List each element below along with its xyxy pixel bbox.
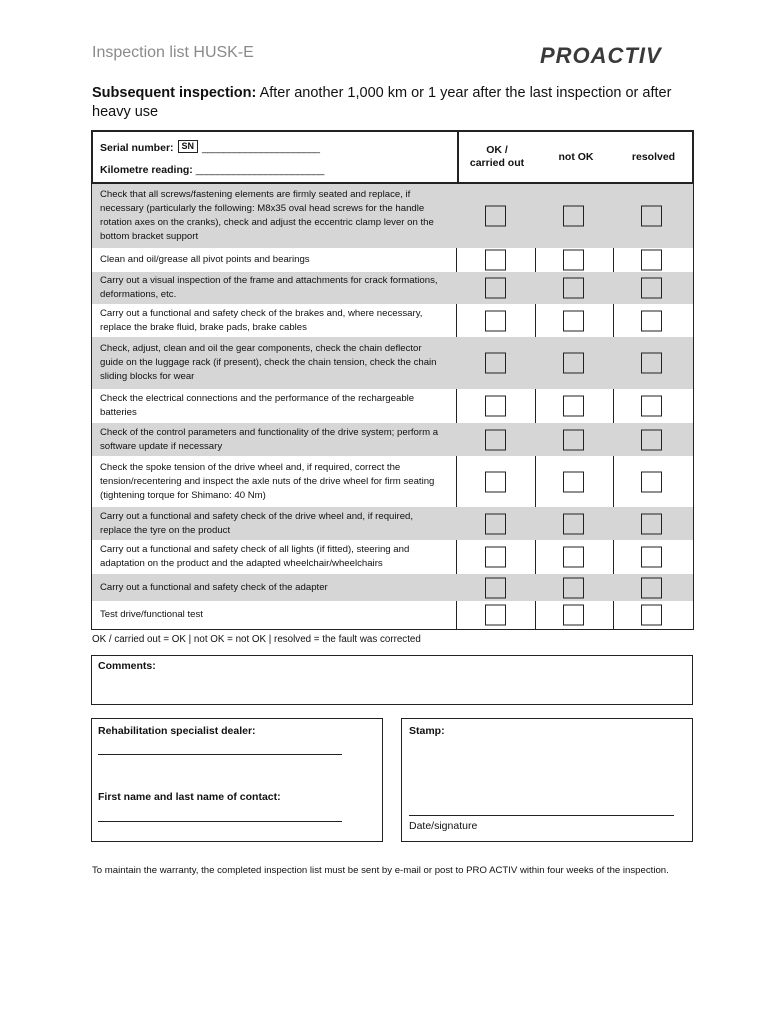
check-item-text: Check the electrical connections and the performance of the rechargeable batteries	[100, 393, 415, 418]
table-row	[92, 389, 693, 423]
check-item-text: Test drive/functional test	[100, 609, 203, 620]
checkbox-ok[interactable]	[485, 278, 506, 299]
checkbox-resolved[interactable]	[641, 396, 662, 417]
km-line	[100, 164, 324, 176]
checkbox-ok[interactable]	[485, 577, 506, 598]
table-row	[92, 184, 693, 248]
inspection-table	[91, 130, 694, 630]
serial-input[interactable]: ______________________	[202, 142, 320, 154]
table-row	[92, 601, 693, 629]
dealer-label: Rehabilitation specialist dealer:	[98, 725, 256, 737]
stamp-box[interactable]	[401, 718, 693, 842]
table-row	[92, 248, 693, 272]
page-title: Inspection list HUSK-E	[92, 44, 254, 61]
svg-text:PROACTIV: PROACTIV	[540, 43, 662, 68]
contact-label: First name and last name of contact:	[98, 791, 281, 803]
table-row	[92, 456, 693, 507]
heading-text: After another 1,000 km or 1 year after the last inspection or after heavy use	[92, 85, 672, 120]
date-signature-label: Date/signature	[409, 820, 478, 832]
comments-label: Comments:	[98, 660, 156, 672]
checkbox-ok[interactable]	[485, 250, 506, 271]
table-row	[92, 574, 693, 601]
table-row	[92, 423, 693, 456]
checkbox-not-ok[interactable]	[563, 278, 584, 299]
table-row	[92, 540, 693, 574]
checkbox-resolved[interactable]	[641, 429, 662, 450]
table-header	[91, 130, 694, 184]
checkbox-not-ok[interactable]	[563, 353, 584, 374]
col-header-ok: OK / carried out	[469, 144, 525, 169]
checkbox-resolved[interactable]	[641, 278, 662, 299]
checkbox-ok[interactable]	[485, 353, 506, 374]
sn-badge: SN	[178, 140, 199, 153]
checkbox-ok[interactable]	[485, 396, 506, 417]
table-row	[92, 304, 693, 337]
col-header-resolved: resolved	[631, 150, 676, 163]
checkbox-not-ok[interactable]	[563, 471, 584, 492]
inspection-heading	[92, 84, 692, 122]
check-item-text: Check that all screws/fastening elements are firmly seated and replace, if necessary (particularly the following: M8x35 oval head screws for the handle rotation axes on the cranks), check and adjust the eccentric clamp lever on the bottom bracket support	[100, 189, 434, 242]
check-item-text: Carry out a functional and safety check of the drive wheel and, if required, replace the tyre on the product	[100, 510, 414, 536]
check-item-text: Clean and oil/grease all pivot points and bearings	[100, 254, 310, 265]
checkbox-not-ok[interactable]	[563, 429, 584, 450]
checkbox-resolved[interactable]	[641, 353, 662, 374]
checkbox-not-ok[interactable]	[563, 605, 584, 626]
serial-line	[100, 140, 320, 154]
checkbox-not-ok[interactable]	[563, 206, 584, 227]
contact-name-field[interactable]	[98, 821, 342, 822]
table-row	[92, 337, 693, 389]
proactiv-logo	[540, 42, 692, 68]
checkbox-resolved[interactable]	[641, 206, 662, 227]
check-item-text: Check of the control parameters and functionality of the drive system; perform a software update if necessary	[100, 426, 439, 452]
check-item-text: Check the spoke tension of the drive wheel and, if required, correct the tension/recentering and inspect the axle nuts of the drive wheel for firm seating (tightening torque for Shimano: 40 Nm)	[100, 461, 435, 501]
checkbox-resolved[interactable]	[641, 605, 662, 626]
checkbox-ok[interactable]	[485, 429, 506, 450]
checkbox-resolved[interactable]	[641, 310, 662, 331]
checkbox-not-ok[interactable]	[563, 250, 584, 271]
checkbox-ok[interactable]	[485, 605, 506, 626]
dealer-name-field[interactable]	[98, 754, 342, 755]
table-row	[92, 272, 693, 304]
km-input[interactable]: ________________________	[195, 164, 324, 176]
check-item-text: Carry out a functional and safety check of the adapter	[100, 581, 328, 593]
stamp-label: Stamp:	[409, 725, 445, 737]
check-item-text: Carry out a functional and safety check of all lights (if fitted), steering and adaptation on the product and the adapted wheelchair/wheelchairs	[100, 544, 410, 569]
km-label: Kilometre reading:	[100, 164, 193, 176]
legend-note: OK / carried out = OK | not OK = not OK | resolved = the fault was corrected	[92, 634, 421, 645]
serial-cell	[93, 132, 459, 182]
table-row	[92, 507, 693, 540]
comments-box[interactable]	[91, 655, 693, 705]
table-body	[91, 184, 694, 630]
checkbox-resolved[interactable]	[641, 471, 662, 492]
col-header-not-ok: not OK	[558, 150, 594, 163]
warranty-note: To maintain the warranty, the completed inspection list must be sent by e-mail or post to PRO ACTIV within four weeks of the inspection.	[92, 865, 669, 876]
checkbox-resolved[interactable]	[641, 547, 662, 568]
check-item-text: Carry out a functional and safety check of the brakes and, where necessary, replace the brake fluid, brake pads, brake cables	[100, 307, 423, 333]
checkbox-resolved[interactable]	[641, 577, 662, 598]
checkbox-ok[interactable]	[485, 513, 506, 534]
checkbox-resolved[interactable]	[641, 250, 662, 271]
check-item-text: Carry out a visual inspection of the frame and attachments for crack formations, deformations, etc.	[100, 275, 438, 300]
checkbox-ok[interactable]	[485, 206, 506, 227]
checkbox-ok[interactable]	[485, 310, 506, 331]
checkbox-ok[interactable]	[485, 471, 506, 492]
checkbox-resolved[interactable]	[641, 513, 662, 534]
checkbox-not-ok[interactable]	[563, 396, 584, 417]
checkbox-not-ok[interactable]	[563, 547, 584, 568]
checkbox-ok[interactable]	[485, 547, 506, 568]
checkbox-not-ok[interactable]	[563, 310, 584, 331]
heading-bold: Subsequent inspection:	[92, 85, 257, 101]
dealer-box	[91, 718, 383, 842]
checkbox-not-ok[interactable]	[563, 513, 584, 534]
check-item-text: Check, adjust, clean and oil the gear components, check the chain deflector guide on the luggage rack (if present), check the chain tension, check the chain sliding blocks for wear	[100, 343, 437, 382]
serial-label: Serial number:	[100, 142, 174, 154]
signature-line[interactable]	[409, 815, 674, 816]
checkbox-not-ok[interactable]	[563, 577, 584, 598]
